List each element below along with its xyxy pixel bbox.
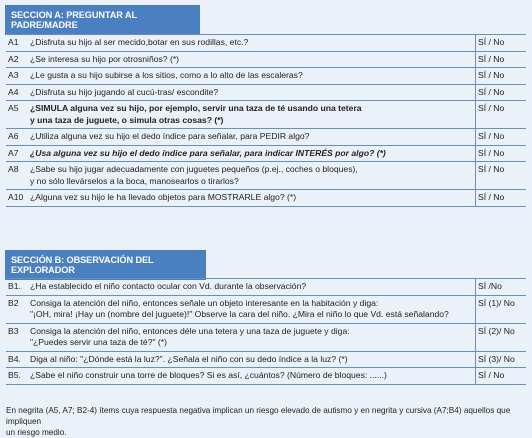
question-line: ¿Usa alguna vez su hijo el dedo índice para señalar, para indicar INTERÉS por algo? (*) bbox=[30, 147, 386, 158]
question-number: B4. bbox=[6, 351, 28, 368]
question-line: Consiga la atención del niño, entonces señale un objeto interesante en la habitación y diga: bbox=[30, 297, 379, 308]
question-text bbox=[28, 190, 476, 207]
footnote-line: un riesgo medio. bbox=[6, 428, 67, 437]
question-row bbox=[6, 51, 526, 68]
question-row bbox=[6, 351, 526, 368]
question-line: "¡OH, mira! ¡Hay un (nombre del juguete)!" Observe la cara del niño. ¿Mira el niño lo que Vd. está señalando? bbox=[30, 309, 449, 319]
question-row bbox=[6, 129, 526, 146]
question-number: B1. bbox=[6, 279, 28, 296]
question-row bbox=[6, 84, 526, 101]
question-row bbox=[6, 323, 526, 351]
question-number: A10 bbox=[6, 190, 28, 207]
question-line: y no sólo llevárselos a la boca, manosearlos o tirarlos? bbox=[30, 175, 239, 186]
question-line: ¿Ha establecido el niño contacto ocular con Vd. durante la observación? bbox=[30, 281, 307, 291]
question-number: A1 bbox=[6, 35, 28, 52]
question-line: Diga al niño: "¿Dónde está la luz?". ¿Señala el niño con su dedo índice a la luz? (*) bbox=[30, 353, 348, 364]
question-row bbox=[6, 162, 526, 190]
question-text bbox=[28, 351, 476, 368]
question-line: ¿Sabe el niño construir una torre de bloques? Si es así, ¿cuántos? (Número de bloques: ......) bbox=[30, 370, 387, 380]
question-text bbox=[28, 51, 476, 68]
question-row bbox=[6, 145, 526, 162]
question-line: ¿Se interesa su hijo por otrosniños? (*) bbox=[30, 53, 180, 64]
question-row bbox=[6, 368, 526, 385]
question-row bbox=[6, 295, 526, 323]
question-text bbox=[28, 295, 476, 323]
answer-option[interactable]: SÍ (1)/ No bbox=[476, 295, 527, 323]
section-b-title: SECCIÓN B: OBSERVACIÓN DEL EXPLORADOR bbox=[5, 250, 206, 280]
answer-option[interactable]: SÍ / No bbox=[476, 51, 527, 68]
answer-option[interactable]: SÍ / No bbox=[476, 101, 527, 129]
answer-option[interactable]: SÍ /No bbox=[476, 279, 527, 296]
question-number: A5 bbox=[6, 101, 28, 129]
question-text bbox=[28, 368, 476, 385]
question-number: B3 bbox=[6, 323, 28, 351]
question-line: ¿Sabe su hijo jugar adecuadamente con juguetes pequeños (p.ej., coches o bloques), bbox=[30, 164, 358, 174]
answer-option[interactable]: SÍ / No bbox=[476, 145, 527, 162]
question-number: B2 bbox=[6, 295, 28, 323]
section-a-title: SECCION A: PREGUNTAR AL PADRE/MADRE bbox=[5, 5, 200, 35]
answer-option[interactable]: SÍ / No bbox=[476, 368, 527, 385]
answer-option[interactable]: SÍ / No bbox=[476, 129, 527, 146]
question-number: A4 bbox=[6, 84, 28, 101]
section-a-table bbox=[6, 34, 526, 207]
question-line: "¿Puedes servir una taza de té?" (*) bbox=[30, 337, 167, 347]
answer-option[interactable]: SÍ / No bbox=[476, 35, 527, 52]
question-number: A7 bbox=[6, 145, 28, 162]
question-line: y una taza de juguete, o simula otras cosas? (*) bbox=[30, 114, 224, 125]
question-number: A8 bbox=[6, 162, 28, 190]
answer-option[interactable]: SÍ / No bbox=[476, 162, 527, 190]
question-row bbox=[6, 101, 526, 129]
answer-option[interactable]: SÍ (2)/ No bbox=[476, 323, 527, 351]
question-text bbox=[28, 129, 476, 146]
question-line: ¿Le gusta a su hijo subirse a los sitios, como a lo alto de las escaleras? bbox=[30, 70, 303, 80]
question-row bbox=[6, 68, 526, 85]
question-text bbox=[28, 145, 476, 162]
question-number: A2 bbox=[6, 51, 28, 68]
question-text bbox=[28, 323, 476, 351]
question-text bbox=[28, 68, 476, 85]
answer-option[interactable]: SÍ / No bbox=[476, 190, 527, 207]
question-number: B5. bbox=[6, 368, 28, 385]
question-line: ¿Disfruta su hijo jugando al cucú-tras/ escondite? bbox=[30, 86, 219, 97]
question-row bbox=[6, 35, 526, 52]
question-text bbox=[28, 35, 476, 52]
question-line: ¿Disfruta su hijo al ser mecido,botar en sus rodillas, etc.? bbox=[30, 37, 249, 47]
question-line: Consiga la atención del niño, entonces déle una tetera y una taza de juguete y diga: bbox=[30, 325, 350, 336]
question-text bbox=[28, 279, 476, 296]
question-text bbox=[28, 101, 476, 129]
question-text bbox=[28, 162, 476, 190]
footnote-line: En negrita (A5, A7; B2-4) ítems cuya respuesta negativa implican un riesgo elevado de autismo y en negrita y cursiva (A7;B4) aquellos que impliquen bbox=[6, 406, 511, 426]
answer-option[interactable]: SÍ (3)/ No bbox=[476, 351, 527, 368]
footnote bbox=[6, 405, 526, 438]
section-b-table bbox=[6, 278, 526, 385]
question-line: ¿Alguna vez su hijo le ha llevado objetos para MOSTRARLE algo? (*) bbox=[30, 192, 297, 202]
answer-option[interactable]: SÍ / No bbox=[476, 68, 527, 85]
question-number: A3 bbox=[6, 68, 28, 85]
question-line: ¿Utiliza alguna vez su hijo el dedo índice para señalar, para PEDIR algo? bbox=[30, 131, 310, 141]
question-row bbox=[6, 190, 526, 207]
answer-option[interactable]: SÍ / No bbox=[476, 84, 527, 101]
question-row bbox=[6, 279, 526, 296]
question-text bbox=[28, 84, 476, 101]
question-number: A6 bbox=[6, 129, 28, 146]
question-line: ¿SIMULA alguna vez su hijo, por ejemplo, servir una taza de té usando una tetera bbox=[30, 103, 362, 113]
